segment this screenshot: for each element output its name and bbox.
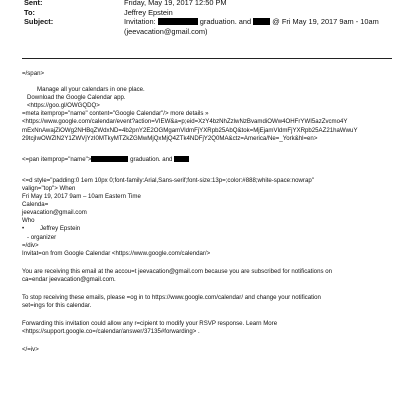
to-value: Jeffrey Epstein [124, 7, 173, 17]
sent-label: Sent: [24, 0, 43, 7]
body-line: Invitat=on from Google Calendar <https://www.google.com/calendar/> [22, 249, 211, 257]
body-line [22, 156, 394, 164]
body-line: You are receiving this email at the accou=t jeevacation@gmail.com because you are subscribed for notifications on [22, 267, 332, 275]
body-line: Download the Google Calendar app. [27, 94, 126, 102]
body-link[interactable]: mExNnAwajZiOWg2NHBqZWdxND=4b2pnY2E2OGMgamVldmFjYXRpb25AbQ&tok=MjEjamVldmFjYXRpb25AZ21haWwuY [22, 126, 358, 134]
body-line-part: <=pan itemprop="name"> [22, 155, 92, 163]
redaction-box [253, 18, 270, 25]
body-line-part: graduation. and [130, 155, 173, 163]
body-line: Who [22, 217, 35, 225]
body-line: To stop receiving these emails, please =og in to https://www.google.com/calendar/ and change your notification [22, 293, 321, 301]
body-link[interactable]: <https://support.google.co=/calendar/answer/37135#forwarding> . [22, 328, 200, 336]
subject-part-1: Invitation: [124, 17, 156, 27]
body-line: Forwarding this invitation could allow any r=cipient to modify your RSVP response. Learn More [22, 320, 278, 328]
redaction-box [174, 156, 189, 162]
body-link[interactable]: 29tcjIwOWZlN2Y1ZWVjYzI0MTkyMTZkZGMwMjQxMjQ4ZTk4NDFjY2Q0MA&ctz=America/Ne=_York&hl=en> [22, 134, 318, 142]
body-link[interactable]: <https://goo.gl/OWGQDQ> [27, 102, 100, 110]
body-link[interactable]: <https://www.google.com/calendar/event?action=VIEW&a=p;eid=XzY4bzNhZzlwNzBvamdiOWw4OHFrYWI5azZvcmo4Y [22, 118, 348, 126]
body-line: ca=endar jeevacation@gmail.com. [22, 275, 116, 283]
subject-row [24, 17, 394, 27]
sent-row [24, 0, 394, 8]
subject-part-3: @ Fri May 19, 2017 9am - 10am [272, 17, 379, 27]
redaction-box [91, 156, 128, 162]
calendar-email: jeevacation@gmail.com [22, 209, 87, 217]
attendee-row [22, 225, 394, 233]
body-line: </=iv> [22, 346, 39, 354]
attendee-name: Jeffrey Epstein [40, 225, 81, 233]
header-divider [22, 58, 392, 59]
email-header [24, 0, 394, 36]
body-line: =/span> [22, 70, 45, 77]
redaction-box [158, 18, 198, 25]
body-line: Calenda= [22, 201, 49, 209]
body-line: Manage all your calendars in one place. [37, 86, 145, 94]
to-label: To: [24, 7, 35, 17]
body-line: valign="top"> When [22, 184, 76, 192]
to-row [24, 8, 394, 18]
subject-label: Subject: [24, 17, 54, 27]
email-body [22, 70, 394, 354]
subject-line-2: (jeevacation@gmail.com) [124, 26, 208, 36]
attendee-role: - organizer [27, 233, 57, 241]
bullet-icon: • [22, 225, 25, 233]
body-line: set=ings for this calendar. [22, 302, 92, 310]
subject-row-continued [24, 27, 394, 37]
event-time: Fri May 19, 2017 9am – 10am Eastern Time [22, 193, 141, 201]
subject-value [124, 17, 394, 27]
sent-value: Friday, May 19, 2017 12:50 PM [124, 0, 227, 7]
body-line: =/div> [22, 241, 39, 249]
body-line: =meta itemprop="name" content="Google Calendar"/> more details » [22, 110, 209, 118]
subject-part-2: graduation. and [199, 17, 252, 27]
body-line: <=d style="padding:0 1em 10px 0;font-family:Arial,Sans-serif;font-size:13p=;color:#888;white-space:nowrap" [22, 176, 314, 184]
